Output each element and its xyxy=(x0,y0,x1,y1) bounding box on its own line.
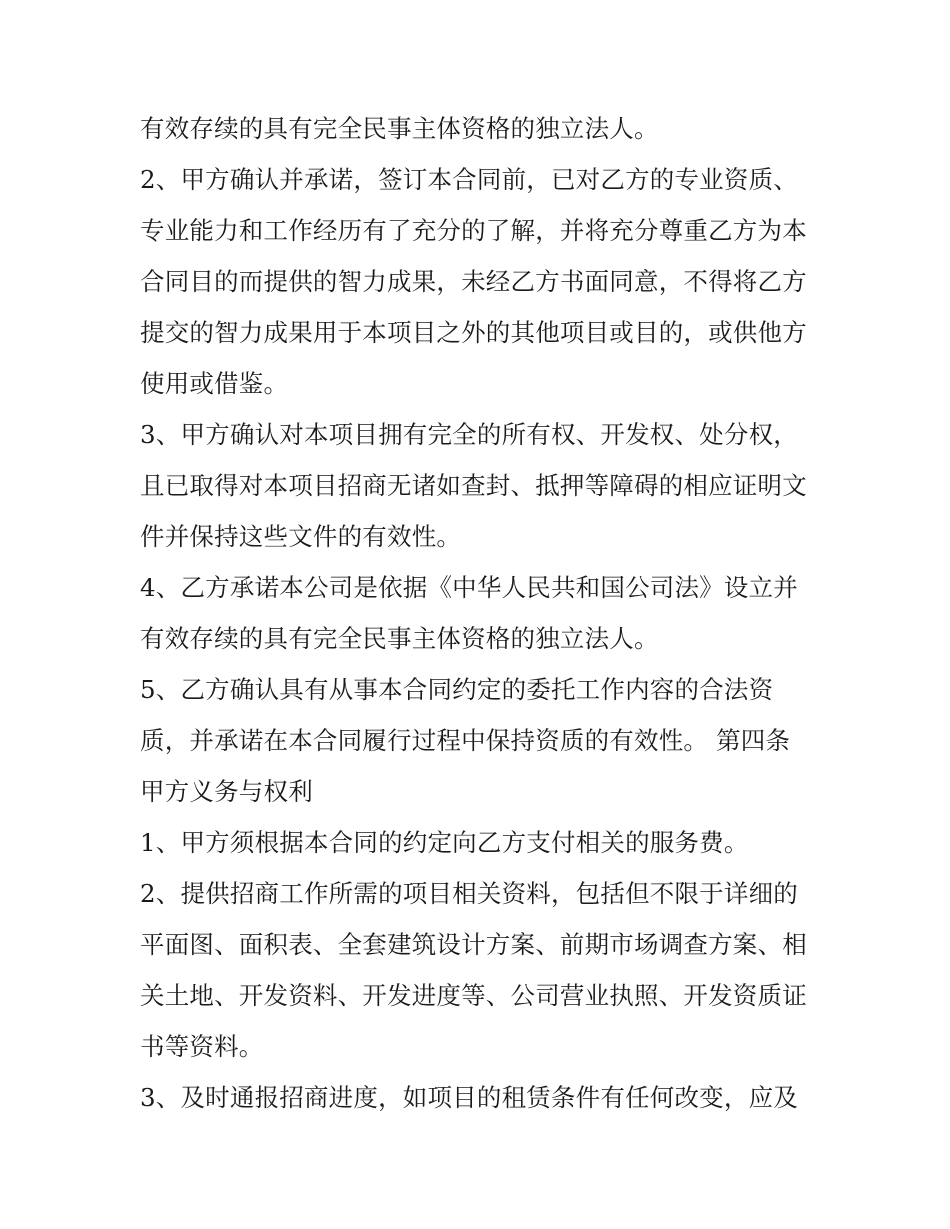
text-line: 甲方义务与权利 xyxy=(140,777,313,806)
text-line: 5、乙方确认具有从事本合同约定的委托工作内容的合法资 xyxy=(140,675,774,704)
text-line: 件并保持这些文件的有效性。 xyxy=(140,522,462,551)
text-line: 有效存续的具有完全民事主体资格的独立法人。 xyxy=(140,624,659,653)
text-line: 3、甲方确认对本项目拥有完全的所有权、开发权、处分权， xyxy=(140,420,798,449)
text-line: 质，并承诺在本合同履行过程中保持资质的有效性。 第四条 xyxy=(140,726,791,755)
text-line: 有效存续的具有完全民事主体资格的独立法人。 xyxy=(140,114,659,143)
text-line: 合同目的而提供的智力成果，未经乙方书面同意，不得将乙方 xyxy=(140,267,807,296)
text-line: 且已取得对本项目招商无诸如查封、抵押等障碍的相应证明文 xyxy=(140,471,807,500)
text-line: 平面图、面积表、全套建筑设计方案、前期市场调查方案、相 xyxy=(140,930,807,959)
text-line: 2、提供招商工作所需的项目相关资料，包括但不限于详细的 xyxy=(140,879,798,908)
text-line: 2、甲方确认并承诺，签订本合同前，已对乙方的专业资质、 xyxy=(140,165,798,194)
document-body xyxy=(140,103,820,1123)
text-line: 1、甲方须根据本合同的约定向乙方支付相关的服务费。 xyxy=(140,828,749,857)
text-line: 书等资料。 xyxy=(140,1032,264,1061)
text-line: 4、乙方承诺本公司是依据《中华人民共和国公司法》设立并 xyxy=(140,573,798,602)
text-line: 提交的智力成果用于本项目之外的其他项目或目的，或供他方 xyxy=(140,318,807,347)
text-line: 关土地、开发资料、开发进度等、公司营业执照、开发资质证 xyxy=(140,981,807,1010)
text-line: 专业能力和工作经历有了充分的了解，并将充分尊重乙方为本 xyxy=(140,216,807,245)
text-line: 使用或借鉴。 xyxy=(140,369,289,398)
text-line: 3、及时通报招商进度，如项目的租赁条件有任何改变，应及 xyxy=(140,1083,798,1112)
